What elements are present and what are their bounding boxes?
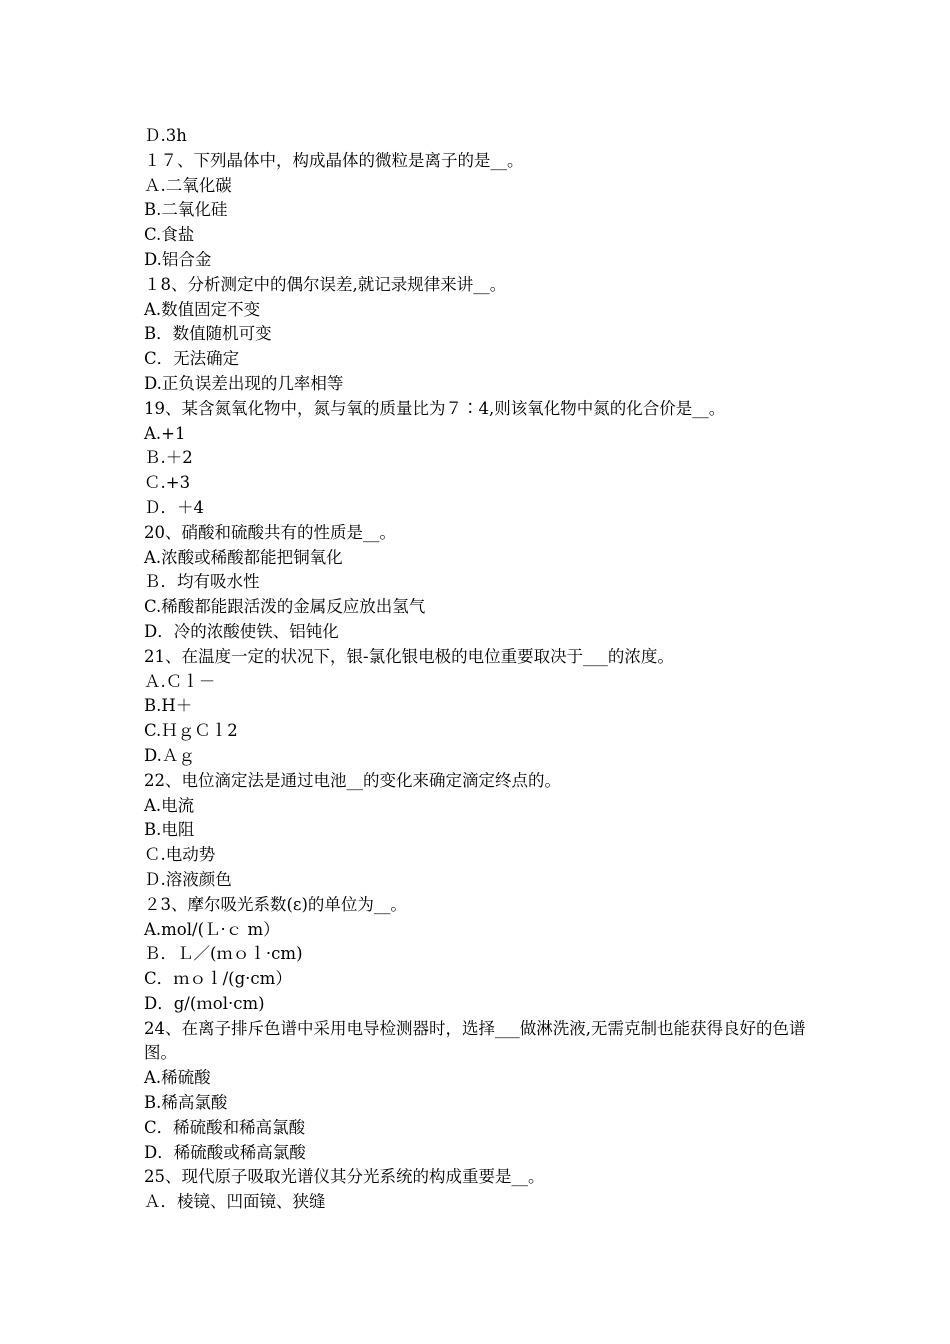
option-b-q23: Ｂ．Ｌ／(ｍｏｌ·cm) bbox=[144, 944, 303, 964]
option-a-q23: A.mol/(Ｌ·ｃ m） bbox=[144, 919, 280, 939]
option-a-q24: A.稀硫酸 bbox=[144, 1068, 211, 1088]
question-24: 24、在离子排斥色谱中采用电导检测器时，选择___做淋洗液,无需克制也能获得良好的色谱图。 bbox=[144, 1018, 806, 1063]
option-a-q22: A.电流 bbox=[144, 795, 195, 815]
option-d-q19: Ｄ．＋4 bbox=[144, 497, 204, 517]
option-a-q19: A.+1 bbox=[144, 423, 186, 443]
option-a-q18: A.数值固定不变 bbox=[144, 299, 261, 319]
option-b-q22: B.电阻 bbox=[144, 820, 195, 840]
question-19: 19、某含氮氧化物中，氮与氧的质量比为７∶4,则该氧化物中氮的化合价是__。 bbox=[144, 398, 726, 418]
question-20: 20、硝酸和硫酸共有的性质是__。 bbox=[144, 522, 396, 542]
document-page bbox=[144, 124, 824, 1215]
option-b-q24: B.稀高氯酸 bbox=[144, 1093, 228, 1113]
option-c-q21: C.ＨｇＣｌ2 bbox=[144, 721, 238, 741]
option-c-q22: Ｃ.电动势 bbox=[144, 845, 216, 865]
question-23: ２3、摩尔吸光系数(ε)的单位为__。 bbox=[144, 894, 407, 914]
option-b-q19: Ｂ.＋2 bbox=[144, 448, 193, 468]
option-a-q25: Ａ．棱镜、凹面镜、狭缝 bbox=[144, 1192, 326, 1212]
option-a-q20: A.浓酸或稀酸都能把铜氧化 bbox=[144, 547, 343, 567]
option-d-q24: D．稀硫酸或稀高氯酸 bbox=[144, 1142, 306, 1162]
option-b-q17: B.二氧化硅 bbox=[144, 200, 228, 220]
question-18: １8、分析测定中的偶尔误差,就记录规律来讲__。 bbox=[144, 274, 507, 294]
question-22: 22、电位滴定法是通过电池__的变化来确定滴定终点的。 bbox=[144, 770, 561, 790]
option-a-q17: Ａ.二氧化碳 bbox=[144, 175, 232, 195]
option-d-q21: D.Ａｇ bbox=[144, 745, 195, 765]
option-c-q18: C．无法确定 bbox=[144, 349, 240, 369]
option-b-q18: B．数值随机可变 bbox=[144, 324, 272, 344]
option-d-q22: Ｄ.溶液颜色 bbox=[144, 869, 232, 889]
option-b-q20: Ｂ．均有吸水性 bbox=[144, 572, 260, 592]
option-c-q19: Ｃ.+3 bbox=[144, 473, 191, 493]
question-21: 21、在温度一定的状况下，银-氯化银电极的电位重要取决于___的浓度。 bbox=[144, 646, 674, 666]
option-d-q20: D．冷的浓酸使铁、铝钝化 bbox=[144, 621, 339, 641]
option-d-q23: D．g/(ｍol·cm) bbox=[144, 993, 265, 1013]
option-c-q17: C.食盐 bbox=[144, 225, 195, 245]
option-c-q24: C．稀硫酸和稀高氯酸 bbox=[144, 1117, 306, 1137]
option-b-q21: B.H＋ bbox=[144, 696, 193, 716]
option-c-q20: C.稀酸都能跟活泼的金属反应放出氢气 bbox=[144, 597, 426, 617]
question-25: 25、现代原子吸取光谱仪其分光系统的构成重要是__。 bbox=[144, 1167, 545, 1187]
option-a-q21: Ａ.Ｃｌ－ bbox=[144, 671, 216, 691]
option-d-q17: D.铝合金 bbox=[144, 249, 212, 269]
question-17: １７、下列晶体中，构成晶体的微粒是离子的是__。 bbox=[144, 150, 524, 170]
option-c-q23: C．ｍｏｌ/(g·cm） bbox=[144, 969, 292, 989]
option-d-q16: Ｄ.3h bbox=[144, 126, 187, 145]
option-d-q18: D.正负误差出现的几率相等 bbox=[144, 373, 344, 393]
